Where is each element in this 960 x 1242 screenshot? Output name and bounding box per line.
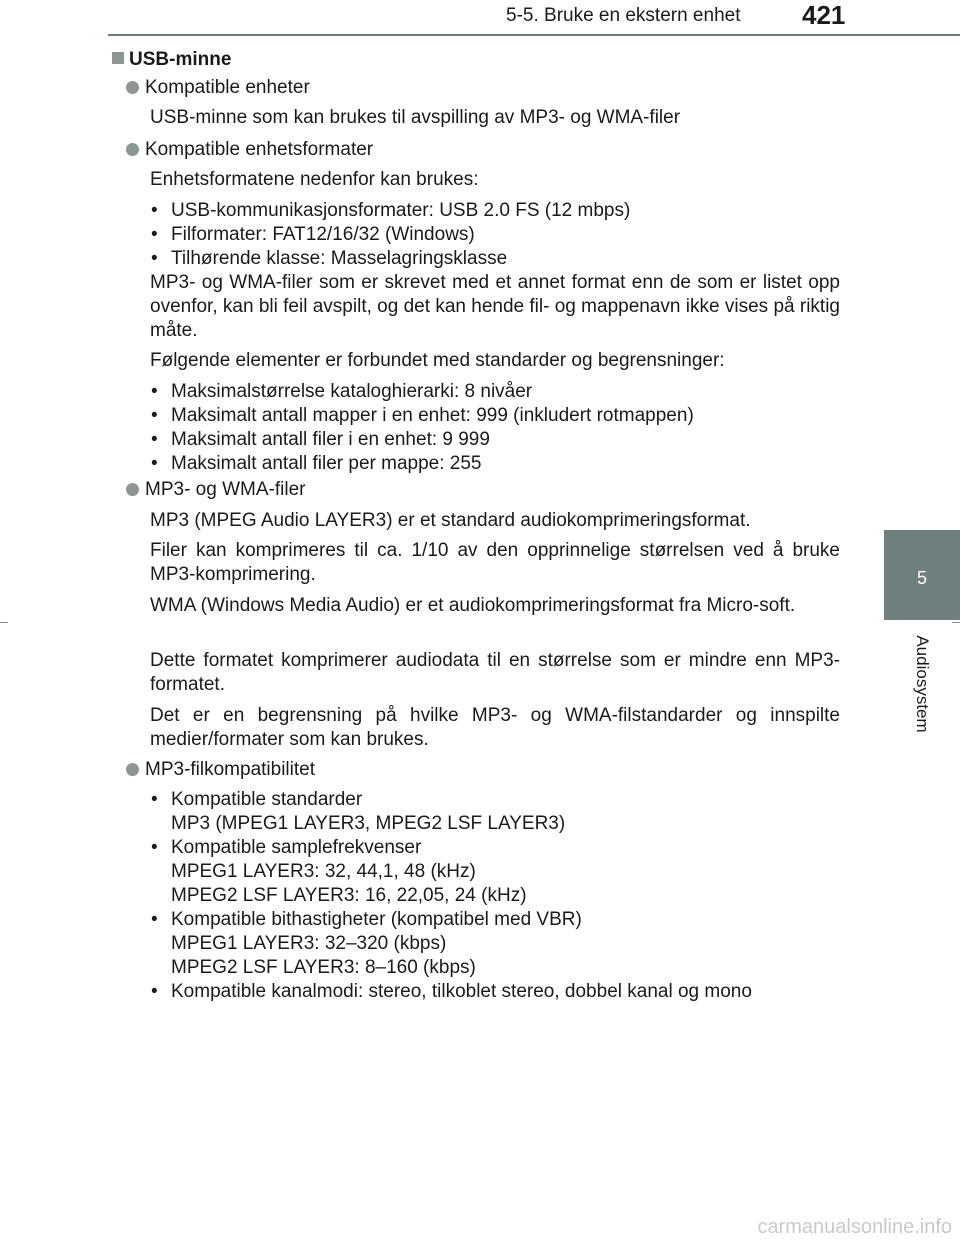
list-item-main: • Kompatible bithastigheter (kompatibel med VBR): [171, 909, 582, 930]
list-item-sub: MP3 (MPEG1 LAYER3, MPEG2 LSF LAYER3): [171, 813, 566, 834]
list-item: • Filformater: FAT12/16/32 (Windows): [150, 223, 840, 247]
chapter-label: Audiosystem: [913, 635, 932, 733]
list-item: • USB-kommunikasjonsformater: USB 2.0 FS (12 mbps): [150, 199, 840, 223]
list-item: • Maksimalt antall filer i en enhet: 9 999: [150, 428, 840, 452]
crop-mark-right: [952, 622, 960, 623]
page-number: 421: [802, 0, 846, 30]
paragraph: Filer kan komprimeres til ca. 1/10 av den opprinnelige størrelsen ved å bruke MP3-komprimering.: [150, 540, 840, 585]
bullet-heading-text: Kompatible enhetsformater: [145, 139, 374, 160]
paragraph: Dette formatet komprimerer audiodata til en størrelse som er mindre enn MP3-formatet.: [150, 650, 840, 695]
section-heading: [112, 48, 231, 72]
square-bullet-icon: [112, 52, 124, 64]
list-item-sub: MPEG1 LAYER3: 32–320 (kbps): [171, 933, 447, 954]
section-heading-text: USB-minne: [129, 49, 232, 70]
list-item: [150, 908, 840, 980]
bullet-heading-text: Kompatible enheter: [145, 77, 310, 98]
paragraph: WMA (Windows Media Audio) er et audiokomprimeringsformat fra Micro-soft.: [150, 595, 796, 616]
limits-list: [150, 380, 840, 476]
list-item-sub: MPEG2 LSF LAYER3: 16, 22,05, 24 (kHz): [171, 885, 527, 906]
paragraph-note: MP3- og WMA-filer som er skrevet med et annet format enn de som er listet opp ovenfor, kan bli feil avspilt, og det kan hende fil- og mappenavn ikke vises på riktig måte.: [150, 272, 840, 341]
circle-bullet-icon: [126, 81, 139, 94]
bullet-heading-device-formats: [126, 138, 373, 162]
circle-bullet-icon: [126, 143, 139, 156]
list-item: • Tilhørende klasse: Masselagringsklasse: [150, 247, 840, 271]
section-title: 5-5. Bruke en ekstern enhet: [506, 5, 741, 26]
list-item: • Maksimalstørrelse kataloghierarki: 8 nivåer: [150, 380, 840, 404]
bullet-heading-text: MP3- og WMA-filer: [145, 479, 306, 500]
watermark: carmanualsonline.info: [757, 1216, 952, 1238]
paragraph: Det er en begrensning på hvilke MP3- og WMA-filstandarder og innspilte medier/formater som kan brukes.: [150, 705, 840, 750]
paragraph: Enhetsformatene nedenfor kan brukes:: [150, 169, 479, 190]
page-header: [0, 0, 960, 34]
list-item: [150, 788, 840, 836]
bullet-heading-text: MP3-filkompatibilitet: [145, 759, 315, 780]
list-item-main: • Kompatible kanalmodi: stereo, tilkoblet stereo, dobbel kanal og mono: [171, 981, 752, 1002]
chapter-label-area: [884, 620, 960, 780]
bullet-heading-mp3-wma: [126, 478, 305, 502]
format-list: [150, 199, 840, 271]
list-item: • Maksimalt antall filer per mappe: 255: [150, 452, 840, 476]
header-rule: [108, 34, 960, 36]
list-item-main: • Kompatible samplefrekvenser: [171, 837, 422, 858]
list-item-main: • Kompatible standarder: [171, 789, 363, 810]
chapter-number: 5: [916, 568, 927, 588]
paragraph: USB-minne som kan brukes til avspilling av MP3- og WMA-filer: [150, 107, 681, 128]
list-item-sub: MPEG1 LAYER3: 32, 44,1, 48 (kHz): [171, 861, 476, 882]
circle-bullet-icon: [126, 483, 139, 496]
paragraph: MP3 (MPEG Audio LAYER3) er et standard audiokomprimeringsformat.: [150, 510, 751, 531]
list-item-sub: MPEG2 LSF LAYER3: 8–160 (kbps): [171, 957, 476, 978]
compat-list: [150, 788, 840, 1004]
chapter-tab: [884, 530, 960, 620]
list-item: [150, 836, 840, 908]
circle-bullet-icon: [126, 763, 139, 776]
list-item: • Maksimalt antall mapper i en enhet: 999 (inkludert rotmappen): [150, 404, 840, 428]
paragraph: Følgende elementer er forbundet med standarder og begrensninger:: [150, 350, 725, 371]
bullet-heading-mp3-compat: [126, 758, 315, 782]
bullet-heading-compatible-devices: [126, 76, 310, 100]
crop-mark-left: [0, 622, 8, 623]
list-item: [150, 980, 840, 1004]
